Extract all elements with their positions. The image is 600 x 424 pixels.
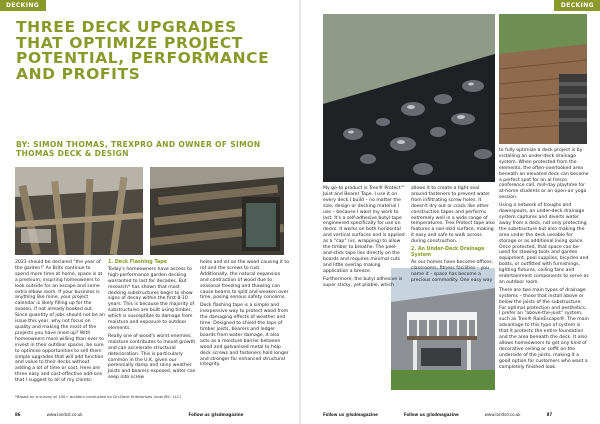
follow-us-link[interactable]: Follow us @lsdmagazine [188, 412, 244, 417]
page-footer [323, 412, 593, 418]
page-number: 86 [15, 412, 21, 417]
article-headline: THREE DECK UPGRADES THAT OPTIMIZE PROJECT POTENTIAL, PERFORMANCE AND PROFITS [16, 18, 270, 83]
paragraph: holes and sit on the wood causing it to rot and the screws to rust. Additionally, the natural expansion and contraction of wood due to seasonal freezing and thawing can cause beams to split and weaken over time, posing serious safety concerns. [200, 260, 290, 301]
water-droplets-on-tape-photo [323, 14, 495, 182]
paragraph: to fully optimize a deck project is by installing an under-deck drainage system. When protected from the elements, the often-overlooked area beneath an elevated deck can become a perfect spot for an al fresco conference call, mid-day playtime for at-home students or an open-air yoga session. [499, 148, 589, 201]
paragraph: Furthermore, the butyl adhesive is super sticky, yet pliable, which [323, 276, 403, 288]
paragraph: Today's homeowners have access to high-performance garden decking warranted to last for decades. But research* has shown that most decking substructures begin to show signs of decay within the first 8-10 years. This is because the majority of substructures are built using timber, which is susceptible to damage from moisture and exposure to outdoor elements. [108, 266, 195, 331]
website-link[interactable]: www.landsd.co.uk [46, 412, 83, 417]
column-two [108, 260, 198, 383]
column-three [200, 260, 290, 370]
paragraph: As our homes have become offices, classrooms, fitness facilities – you name it – space has become a precious commodity. One easy way [411, 259, 493, 283]
follow-us-link[interactable]: Follow us @lsdmagazine [323, 412, 378, 417]
deck-with-stairs-photo [499, 14, 587, 144]
subhead-flashing-tape: 1. Deck Flashing Tape [108, 260, 167, 265]
column-three [499, 148, 589, 373]
column-two [411, 186, 495, 286]
paragraph: Using a network of troughs and downspouts, an under-deck drainage system captures and diverts water away from a deck, not only protecting the substructure but also making the area under the deck useable for storage or as additional living space. Once protected, that space can be used for stowing tools and garden equipment, pool supplies, bicycles and boats, or outfitted with furnishings, lighting fixtures, ceiling fans and entertainment components to serve as an outdoor room. [499, 203, 589, 285]
paragraph: My go-to product is Trex® Protect™ Joist and Bearer Tape. I use it on every deck I build – no matter the size, design or decking material I use – because I want my work to last. It's a self-adhesive butyl tape engineered specifically for use on decks. It works on both horizontal and vertical surfaces and is applied as a "cap" (vs. wrapping) to allow the timber to breathe. The peel-and-stick tape lies directly on the boards and requires minimal cuts and little overlap making application a breeze. [323, 186, 406, 274]
section-tag: DECKING [0, 0, 46, 11]
old-deck-substructure-photo [15, 167, 143, 255]
website-link[interactable]: www.landsd.co.uk [484, 412, 521, 417]
paragraph: There are two main types of drainage systems – those that install above or below the joists of the substructure. For optimal protection and aesthetics, I prefer an "above-the-joist" system, such as Trex® RainEscape®. The main advantage to this type of system is that it protects the entire foundation and the area beneath the deck. It also allows homeowners to get any kind of decorative ceiling or soffit on the underside of the joists, making it a good option for customers who want a completely finished look. [499, 287, 589, 370]
intro-paragraph: 2021 should be declared "the year of the garden!" As Brits continue to spend more time at home, space is at a premium, inspiring homeowners to look outside for an escape and some extra elbow room. If your business is anything like mine, your project calendar is likely filling up for the season, if not already booked out. Since quantity of jobs should not be an issue this year, why not focus on quality and making the most of the projects you have lined up? With homeowners more willing than ever to invest in their outdoor spaces, be sure to optimise opportunities to sell them simple upgrades that will add function and value to their decks without adding a lot of time or cost. Here are three easy and cost-effective add-ons that I suggest to all of my clients: [15, 260, 105, 384]
paragraph: Deck flashing tape is a simple and inexpensive way to protect wood from the damaging effects of weather and time. Designed to shield the tops of timber joists, bearers and ledger boards from water damage, it also acts as a moisture barrier between wood and galvanised metal to help deck screws and fasteners hold longer and stronger for enhanced structural integrity. [200, 303, 289, 368]
section-tag: DECKING [554, 0, 600, 11]
page-footer [15, 412, 290, 418]
left-page [0, 0, 299, 424]
subhead-drainage-system: 2. An Under-Deck Drainage System [411, 247, 485, 258]
intro-column [15, 260, 105, 386]
column-one [323, 186, 407, 290]
article-byline: BY: SIMON THOMAS, TREXPRO AND OWNER OF SIMON THOMAS DECK & DESIGN [16, 140, 261, 158]
rotted-joists-photo [150, 167, 284, 255]
follow-us-link-secondary[interactable]: Follow us @lsdmagazine [403, 412, 459, 417]
page-number: 87 [546, 412, 553, 417]
right-page [301, 0, 600, 424]
paragraph: allows it to create a tight seal around fasteners to prevent water from infiltrating screw holes. It doesn't dry out or crack like other construction tapes and performs extremely well in a wide range of temperatures. Trex Protect tape also features a non-skid surface, making it easy and safe to walk across during construction. [411, 186, 495, 245]
footnote: *Based on a survey of 100+ builders conducted by Dri-Deck Enterprises (now IBC, LLC) [15, 394, 182, 399]
paragraph: Really one of wood's worst enemies, moisture contributes to mould growth and can accelerate structural deterioration. This is particularly common in the U.K. given our perennially damp and rainy weather. Joists and bearers exposed, water can seep into screw [108, 333, 196, 381]
